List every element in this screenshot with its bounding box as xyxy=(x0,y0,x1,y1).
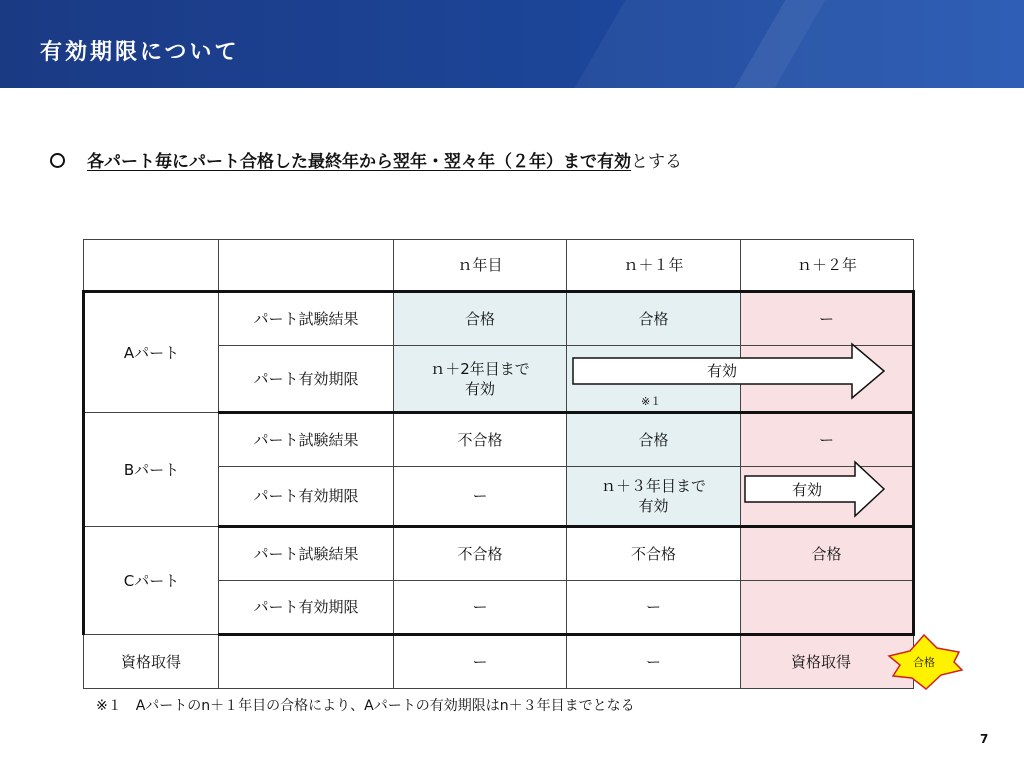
cell-line: ｎ＋３年目まで xyxy=(600,477,706,495)
footnote-marker: ※１ xyxy=(641,395,662,408)
table-cell: ー xyxy=(741,413,914,467)
page-title: 有効期限について xyxy=(40,40,240,65)
bullet-rest-text: とする xyxy=(631,152,682,172)
row-label: パート有効期限 xyxy=(219,581,394,635)
footnote: ※１ Aパートのn＋１年目の合格により、Aパートの有効期限はn＋３年目までとなる xyxy=(96,698,635,714)
table-cell: 不合格 xyxy=(394,413,567,467)
row-label: パート有効期限 xyxy=(219,346,394,413)
bullet-underlined-text: 各パート毎にパート合格した最終年から翌年・翌々年（２年）まで有効 xyxy=(87,152,631,172)
arrow-b-validity xyxy=(745,462,884,516)
page-number: 7 xyxy=(980,732,989,746)
header-cell-year-n2: ｎ＋２年 xyxy=(741,240,914,292)
part-a-name: Aパート xyxy=(84,292,219,413)
pass-badge xyxy=(889,635,962,689)
table-cell: 合格 xyxy=(741,527,914,581)
table-cell: ー xyxy=(394,581,567,635)
row-label: パート試験結果 xyxy=(219,413,394,467)
qualification-label: 資格取得 xyxy=(84,635,219,689)
row-label: パート試験結果 xyxy=(219,292,394,346)
part-c-name: Cパート xyxy=(84,527,219,635)
qualification-value: 資格取得 xyxy=(791,653,852,671)
pass-badge-label: 合格 xyxy=(913,656,935,669)
table-cell: 合格 xyxy=(567,413,741,467)
table-cell: ー xyxy=(394,635,567,689)
table-cell: 不合格 xyxy=(394,527,567,581)
arrow-b-label: 有効 xyxy=(791,481,823,499)
table-cell: ー xyxy=(741,292,914,346)
table-cell: 合格 xyxy=(394,292,567,346)
table-cell: 不合格 xyxy=(567,527,741,581)
part-b-name: Bパート xyxy=(84,413,219,527)
arrow-a-validity xyxy=(573,344,884,398)
cell-line: ｎ＋2年目まで xyxy=(430,359,530,378)
header-cell-year-n1: ｎ＋１年 xyxy=(567,240,741,292)
arrow-a-label: 有効 xyxy=(706,362,738,380)
table-cell: ー xyxy=(394,467,567,527)
cell-line: 有効 xyxy=(464,379,495,398)
table-cell: ー xyxy=(567,581,741,635)
table-cell: ー xyxy=(567,635,741,689)
row-label: パート試験結果 xyxy=(219,527,394,581)
table-cell: 合格 xyxy=(567,292,741,346)
header-cell-year-n: ｎ年目 xyxy=(394,240,567,292)
row-label: パート有効期限 xyxy=(219,467,394,527)
cell-line: 有効 xyxy=(638,497,669,515)
